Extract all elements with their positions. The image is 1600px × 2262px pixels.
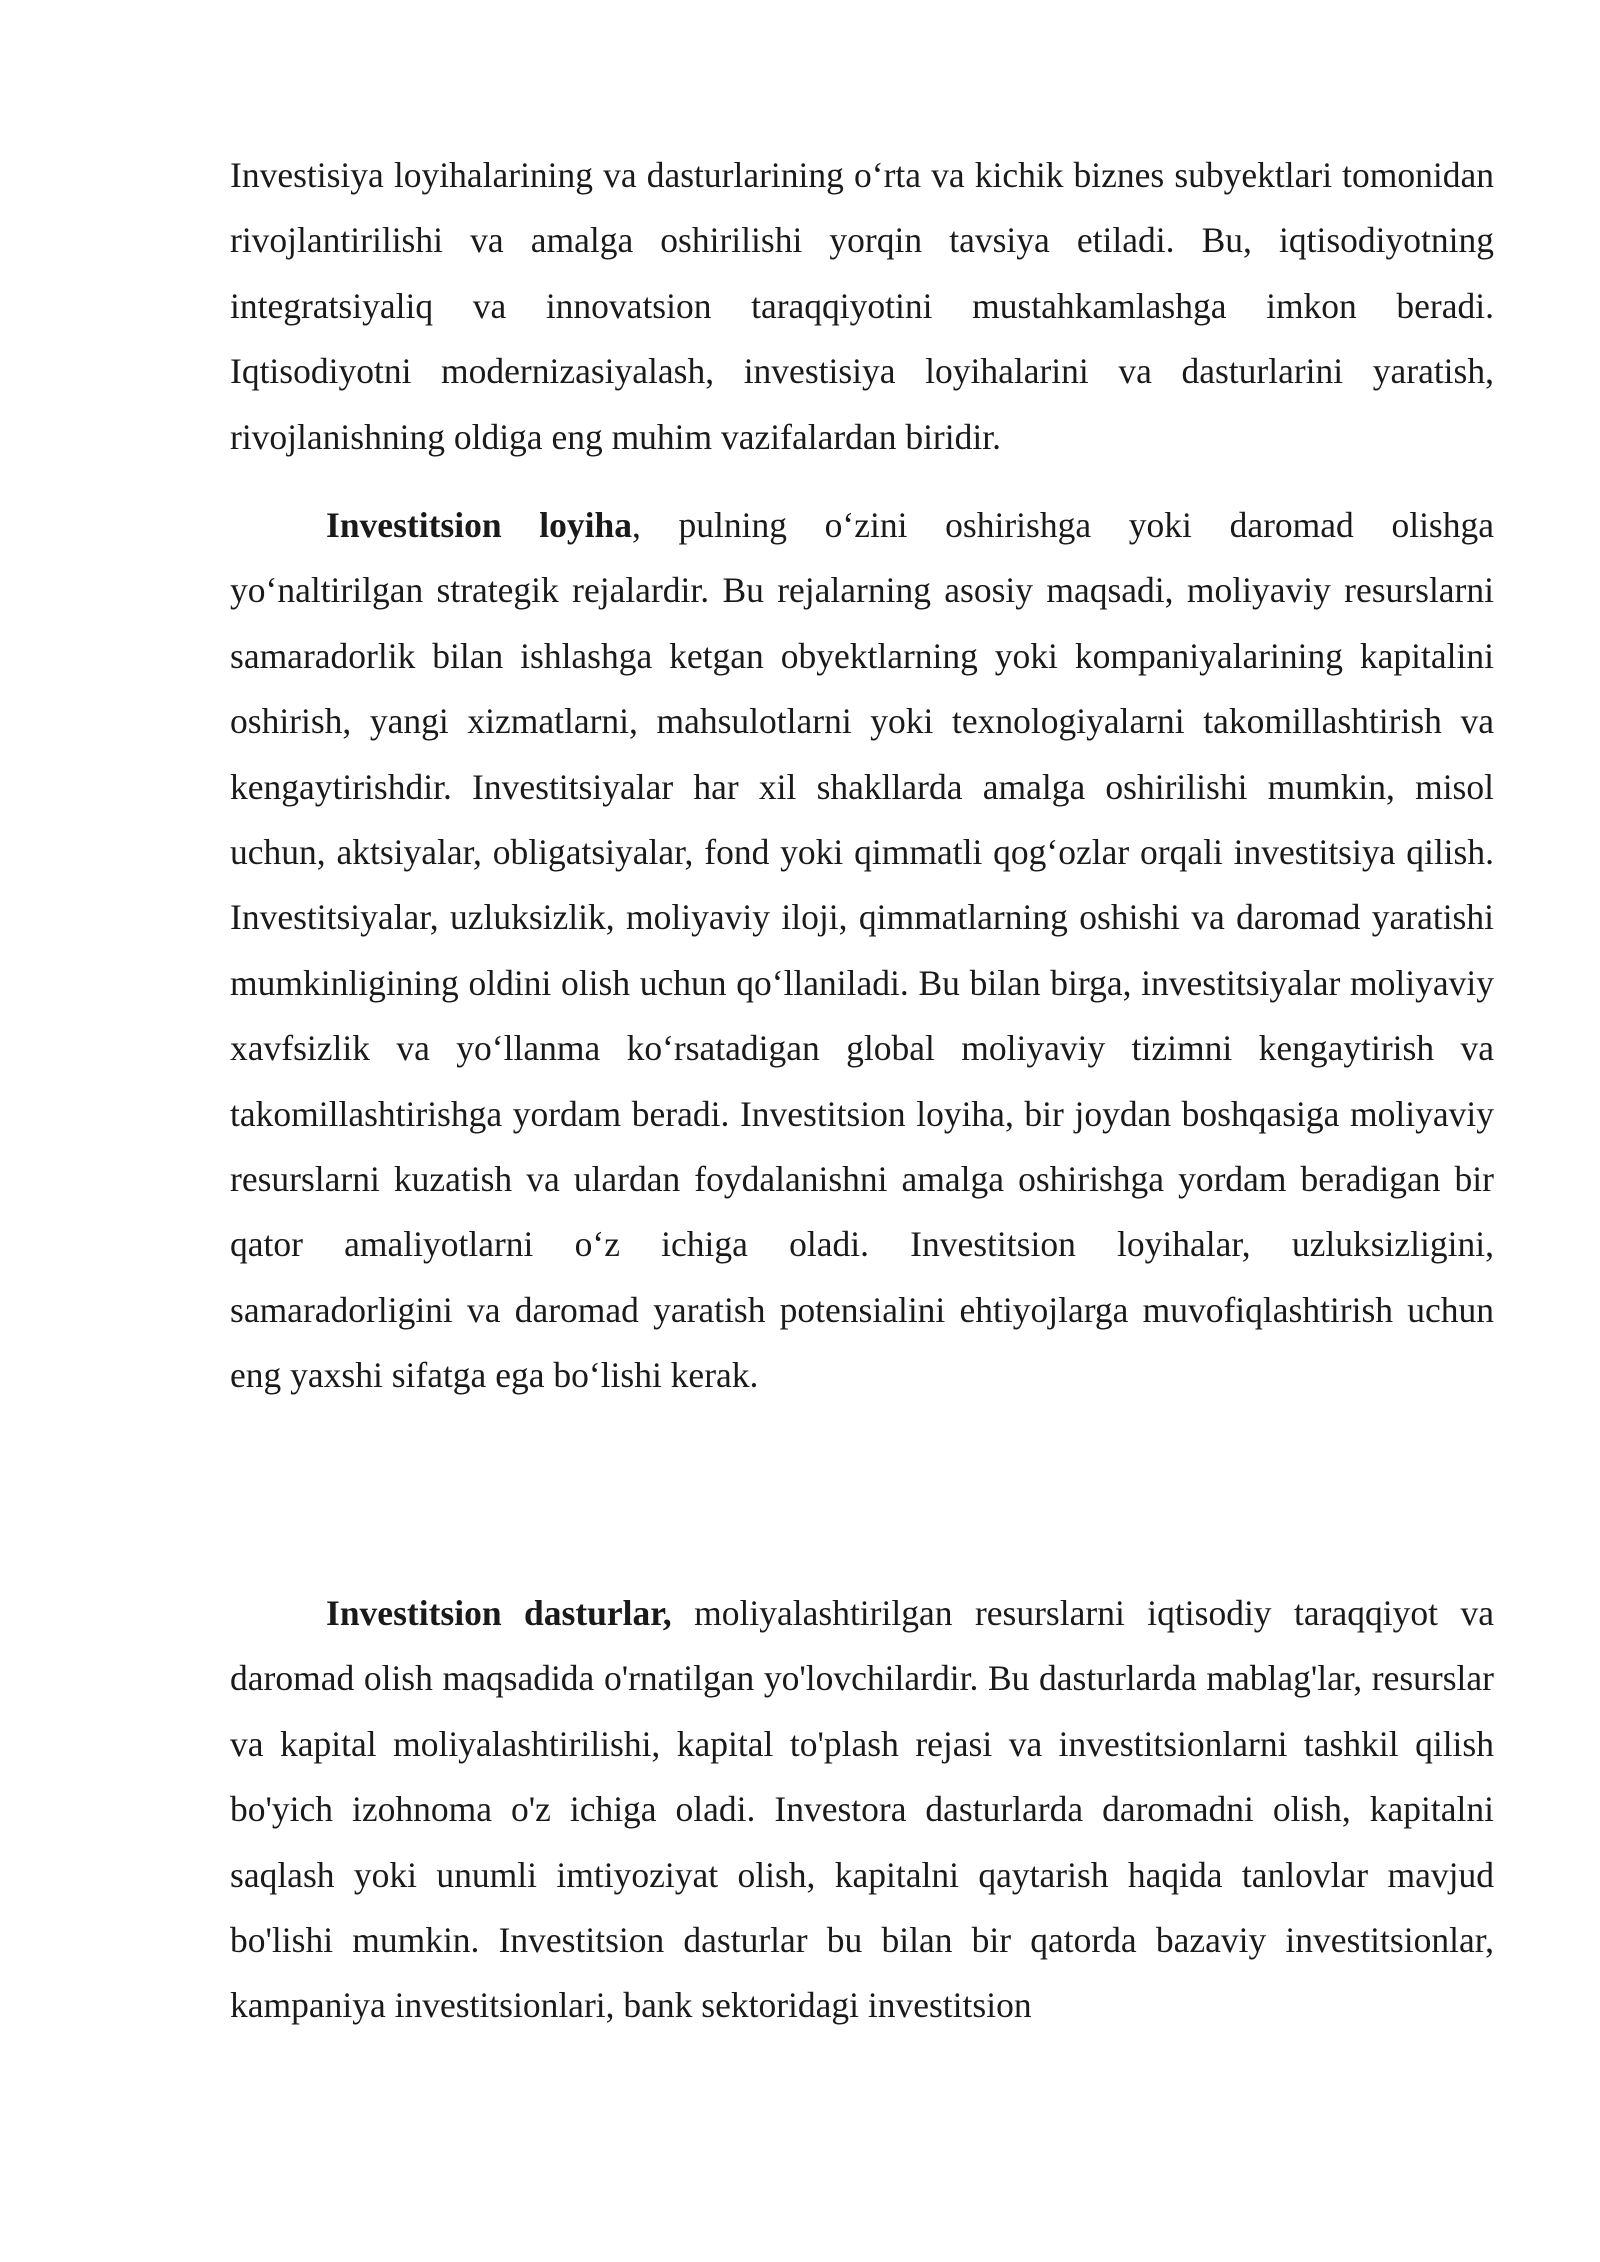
paragraph-investment-project [230,493,1494,1409]
term-investment-programs: Investitsion dasturlar, [326,1593,672,1633]
paragraph-investment-programs-body [230,1581,1494,2039]
paragraph-investment-programs [230,1581,1494,2039]
paragraph-investment-programs-text: moliyalashtirilgan resurslarni iqtisodiy taraqqiyot va daromad olish maqsadida o'rnatilgan yo'lovchilardir. Bu dasturlarda mablag'lar, resurslar va kapital moliyalashtirilishi, kapital to'plash rejasi va investitsionlarni tashkil qilish bo'yich izohnoma o'z ichiga oladi. Investora dasturlarda daromadni olish, kapitalni saqlash yoki unumli imtiyoziyat olish, kapitalni qaytarish haqida tanlovlar mavjud bo'lishi mumkin. Investitsion dasturlar bu bilan bir qatorda bazaviy investitsionlar, kampaniya investitsionlari, bank sektoridagi investitsion [230,1593,1494,2026]
paragraph-investment-project-body [230,493,1494,1409]
term-investment-project: Investitsion loyiha [326,505,632,545]
paragraph-intro-text: Investisiya loyihalarining va dasturlarining o‘rta va kichik biznes subyektlari tomonidan rivojlantirilishi va amalga oshirilishi yorqin tavsiya etiladi. Bu, iqtisodiyotning integratsiyaliq va innovatsion taraqqiyotini mustahkamlashga imkon beradi. Iqtisodiyotni modernizasiyalash, investisiya loyihalarini va dasturlarini yaratish, rivojlanishning oldiga eng muhim vazifalardan biridir. [230,155,1494,457]
paragraph-investment-project-text: , pulning o‘zini oshirishga yoki daromad olishga yo‘naltirilgan strategik rejalardir. Bu rejalarning asosiy maqsadi, moliyaviy resurslarni samaradorlik bilan ishlashga ketgan obyektlarning yoki kompaniyalarining kapitalini oshirish, yangi xizmatlarni, mahsulotlarni yoki texnologiyalarni takomillashtirish va kengaytirishdir. Investitsiyalar har xil shakllarda amalga oshirilishi mumkin, misol uchun, aktsiyalar, obligatsiyalar, fond yoki qimmatli qog‘ozlar orqali investitsiya qilish. Investitsiyalar, uzluksizlik, moliyaviy iloji, qimmatlarning oshishi va daromad yaratishi mumkinligining oldini olish uchun qo‘llaniladi. Bu bilan birga, investitsiyalar moliyaviy xavfsizlik va yo‘llanma ko‘rsatadigan global moliyaviy tizimni kengaytirish va takomillashtirishga yordam beradi. Investitsion loyiha, bir joydan boshqasiga moliyaviy resurslarni kuzatish va ulardan foydalanishni amalga oshirishga yordam beradigan bir qator amaliyotlarni o‘z ichiga oladi. Investitsion loyihalar, uzluksizligini, samaradorligini va daromad yaratish potensialini ehtiyojlarga muvofiqlashtirish uchun eng yaxshi sifatga ega bo‘lishi kerak. [230,505,1495,1396]
paragraph-intro [230,143,1494,470]
